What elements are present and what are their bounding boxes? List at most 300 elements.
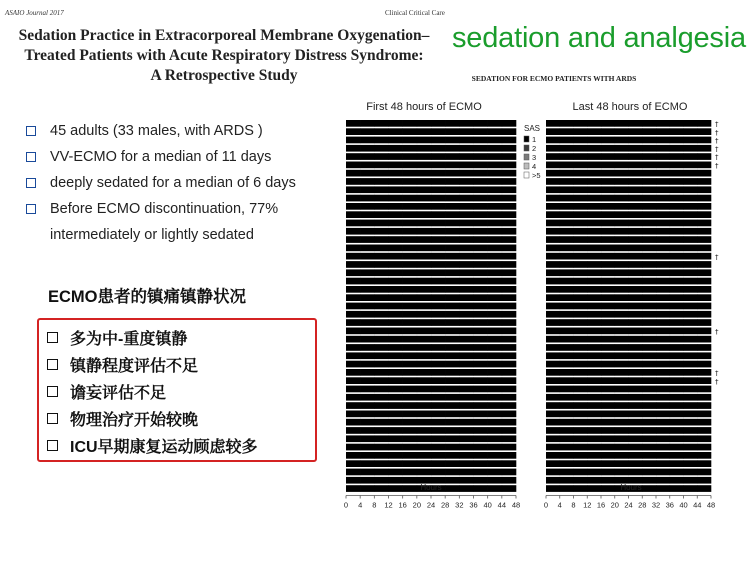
first-48h-cell xyxy=(389,195,403,202)
bullet-text: Before ECMO discontinuation, 77% xyxy=(50,201,279,217)
first-48h-cell xyxy=(417,278,431,285)
last-48h-cell xyxy=(587,419,601,426)
first-48h-cell xyxy=(417,228,431,235)
first-48h-cell xyxy=(360,195,374,202)
last-48h-cell xyxy=(656,195,670,202)
last-48h-cell xyxy=(629,344,643,351)
last-48h-cell xyxy=(629,386,643,393)
last-48h-cell xyxy=(670,452,684,459)
last-48h-cell xyxy=(546,236,560,243)
first-48h-cell xyxy=(445,427,459,434)
last-48h-cell xyxy=(560,319,574,326)
first-48h-cell xyxy=(374,178,388,185)
cn-item-text: 多为中-重度镇静 xyxy=(70,331,188,348)
first-48h-cell xyxy=(445,236,459,243)
first-48h-cell xyxy=(374,128,388,135)
first-48h-cell xyxy=(445,120,459,127)
last-48h-cell xyxy=(656,460,670,467)
last-48h-cell xyxy=(656,211,670,218)
first-48h-cell xyxy=(459,419,473,426)
last-48h-cell xyxy=(642,261,656,268)
first-48h-cell xyxy=(445,361,459,368)
last-48h-cell xyxy=(560,452,574,459)
last-48h-cell xyxy=(574,336,588,343)
first-48h-cell xyxy=(360,245,374,252)
last-48h-cell xyxy=(697,137,711,144)
last-48h-cell xyxy=(546,286,560,293)
first-48h-cell xyxy=(403,469,417,476)
first-48h-cell xyxy=(474,228,488,235)
first-48h-cell xyxy=(502,153,516,160)
last-48h-cell xyxy=(601,328,615,335)
first-48h-cell xyxy=(445,228,459,235)
last-48h-cell xyxy=(546,361,560,368)
last-48h-cell xyxy=(587,460,601,467)
first-48h-cell xyxy=(474,261,488,268)
last-48h-cell xyxy=(546,253,560,260)
last-48h-cell xyxy=(684,411,698,418)
last-48h-cell xyxy=(560,228,574,235)
first-48h-cell xyxy=(389,245,403,252)
first-48h-cell xyxy=(346,145,360,152)
last-48h-tick-label: 40 xyxy=(679,500,688,510)
last-48h-cell xyxy=(546,269,560,276)
last-48h-cell xyxy=(587,236,601,243)
first-48h-cell xyxy=(374,319,388,326)
first-48h-cell xyxy=(374,344,388,351)
last-48h-cell xyxy=(574,170,588,177)
first-48h-cell xyxy=(474,145,488,152)
first-48h-cell xyxy=(474,452,488,459)
last-48h-cell xyxy=(615,195,629,202)
last-48h-cell xyxy=(629,145,643,152)
first-48h-cell xyxy=(488,286,502,293)
first-48h-cell xyxy=(502,228,516,235)
first-48h-cell xyxy=(417,203,431,210)
first-48h-cell xyxy=(346,386,360,393)
last-48h-cell xyxy=(615,419,629,426)
last-48h-cell xyxy=(615,336,629,343)
first-48h-cell xyxy=(431,328,445,335)
first-48h-cell xyxy=(459,452,473,459)
last-48h-cell xyxy=(629,336,643,343)
last-48h-cell xyxy=(684,419,698,426)
row-end-marker: † xyxy=(715,369,719,378)
last-48h-cell xyxy=(656,452,670,459)
last-48h-cell xyxy=(601,162,615,169)
last-48h-cell xyxy=(670,278,684,285)
last-48h-cell xyxy=(684,128,698,135)
last-48h-cell xyxy=(546,402,560,409)
square-bullet-icon xyxy=(26,178,36,188)
bullet-text: VV-ECMO for a median of 11 days xyxy=(50,149,272,165)
last-48h-cell xyxy=(656,245,670,252)
legend-swatch xyxy=(524,145,529,151)
first-48h-cell xyxy=(346,427,360,434)
last-48h-cell xyxy=(587,170,601,177)
first-48h-cell xyxy=(488,228,502,235)
first-48h-cell xyxy=(431,245,445,252)
first-48h-cell xyxy=(389,170,403,177)
last-48h-cell xyxy=(629,435,643,442)
first-48h-cell xyxy=(474,444,488,451)
first-48h-cell xyxy=(403,460,417,467)
last-48h-cell xyxy=(615,137,629,144)
last-48h-cell xyxy=(642,386,656,393)
first-48h-cell xyxy=(360,444,374,451)
last-48h-cell xyxy=(656,352,670,359)
first-48h-cell xyxy=(431,186,445,193)
first-48h-cell xyxy=(474,236,488,243)
last-48h-cell xyxy=(574,361,588,368)
last-48h-cell xyxy=(587,162,601,169)
last-48h-cell xyxy=(560,352,574,359)
last-48h-cell xyxy=(684,120,698,127)
last-48h-cell xyxy=(546,336,560,343)
first-48h-cell xyxy=(431,469,445,476)
first-48h-cell xyxy=(389,319,403,326)
first-48h-cell xyxy=(459,319,473,326)
last-48h-cell xyxy=(656,220,670,227)
first-48h-cell xyxy=(488,394,502,401)
first-48h-cell xyxy=(445,203,459,210)
first-48h-cell xyxy=(474,377,488,384)
first-48h-cell xyxy=(459,427,473,434)
row-end-marker: † xyxy=(715,377,719,386)
legend-swatch xyxy=(524,136,529,142)
last-48h-cell xyxy=(684,469,698,476)
first-48h-cell xyxy=(474,344,488,351)
first-48h-cell xyxy=(502,261,516,268)
last-48h-cell xyxy=(642,411,656,418)
last-48h-cell xyxy=(670,128,684,135)
first-48h-cell xyxy=(431,228,445,235)
first-48h-cell xyxy=(403,211,417,218)
last-48h-cell xyxy=(642,469,656,476)
last-48h-cell xyxy=(642,245,656,252)
last-48h-cell xyxy=(615,311,629,318)
last-48h-cell xyxy=(601,278,615,285)
last-48h-cell xyxy=(697,328,711,335)
last-48h-cell xyxy=(560,477,574,484)
first-48h-cell xyxy=(488,195,502,202)
last-48h-cell xyxy=(560,211,574,218)
last-48h-cell xyxy=(560,220,574,227)
last-48h-cell xyxy=(684,427,698,434)
first-48h-cell xyxy=(360,128,374,135)
first-48h-cell xyxy=(488,253,502,260)
first-48h-cell xyxy=(360,294,374,301)
last-48h-tick-label: 20 xyxy=(610,500,619,510)
last-48h-cell xyxy=(684,394,698,401)
cn-summary-box xyxy=(37,318,317,462)
last-48h-cell xyxy=(546,444,560,451)
first-48h-cell xyxy=(502,128,516,135)
last-48h-cell xyxy=(560,444,574,451)
last-48h-cell xyxy=(560,137,574,144)
last-48h-cell xyxy=(560,145,574,152)
first-48h-cell xyxy=(389,137,403,144)
first-48h-cell xyxy=(346,162,360,169)
square-bullet-icon xyxy=(47,413,58,424)
last-48h-cell xyxy=(560,311,574,318)
bullet-text: 45 adults (33 males, with ARDS ) xyxy=(50,123,263,139)
last-48h-cell xyxy=(670,411,684,418)
last-48h-cell xyxy=(615,427,629,434)
last-48h-cell xyxy=(684,452,698,459)
first-48h-cell xyxy=(374,236,388,243)
last-48h-tick-label: 44 xyxy=(693,500,702,510)
legend-label: 2 xyxy=(532,144,537,153)
last-48h-cell xyxy=(697,311,711,318)
last-48h-cell xyxy=(546,128,560,135)
last-48h-cell xyxy=(587,278,601,285)
last-48h-cell xyxy=(697,435,711,442)
last-48h-cell xyxy=(587,402,601,409)
last-48h-cell xyxy=(560,236,574,243)
first-48h-tick-label: 40 xyxy=(483,500,492,510)
first-48h-cell xyxy=(474,137,488,144)
journal-name: ASAIO Journal 2017 xyxy=(5,9,64,17)
first-48h-cell xyxy=(502,394,516,401)
last-48h-cell xyxy=(684,444,698,451)
last-48h-cell xyxy=(642,419,656,426)
first-48h-cell xyxy=(459,411,473,418)
last-48h-cell xyxy=(697,269,711,276)
last-48h-cell xyxy=(587,220,601,227)
first-48h-cell xyxy=(459,203,473,210)
first-48h-cell xyxy=(389,311,403,318)
first-48h-cell xyxy=(488,452,502,459)
last-48h-cell xyxy=(601,211,615,218)
first-48h-cell xyxy=(459,369,473,376)
first-48h-cell xyxy=(360,253,374,260)
last-48h-cell xyxy=(642,294,656,301)
last-48h-tick-label: 4 xyxy=(557,500,562,510)
last-48h-cell xyxy=(642,444,656,451)
first-48h-cell xyxy=(459,137,473,144)
last-48h-cell xyxy=(587,469,601,476)
first-48h-cell xyxy=(445,186,459,193)
last-48h-cell xyxy=(642,485,656,492)
last-48h-cell xyxy=(546,452,560,459)
last-48h-cell xyxy=(697,386,711,393)
first-48h-cell xyxy=(374,369,388,376)
bullet-list xyxy=(23,118,333,248)
last-48h-cell xyxy=(656,336,670,343)
last-48h-cell xyxy=(697,377,711,384)
first-48h-cell xyxy=(360,460,374,467)
last-48h-cell xyxy=(670,377,684,384)
last-48h-cell xyxy=(587,477,601,484)
last-48h-cell xyxy=(560,286,574,293)
first-48h-cell xyxy=(459,294,473,301)
last-48h-cell xyxy=(587,452,601,459)
first-48h-cell xyxy=(403,377,417,384)
first-48h-tick-label: 24 xyxy=(426,500,436,510)
first-48h-cell xyxy=(346,336,360,343)
last-48h-cell xyxy=(697,253,711,260)
last-48h-cell xyxy=(697,419,711,426)
last-48h-cell xyxy=(629,294,643,301)
first-48h-cell xyxy=(474,460,488,467)
first-48h-cell xyxy=(445,435,459,442)
last-48h-cell xyxy=(615,245,629,252)
last-48h-cell xyxy=(546,477,560,484)
first-48h-cell xyxy=(389,452,403,459)
last-48h-cell xyxy=(629,162,643,169)
last-48h-cell xyxy=(629,236,643,243)
last-48h-cell xyxy=(560,303,574,310)
last-48h-cell xyxy=(601,195,615,202)
first-48h-cell xyxy=(389,145,403,152)
first-48h-tick-label: 16 xyxy=(398,500,407,510)
last-48h-cell xyxy=(546,195,560,202)
last-48h-cell xyxy=(601,419,615,426)
first-48h-cell xyxy=(374,352,388,359)
last-48h-cell xyxy=(684,269,698,276)
last-48h-cell xyxy=(615,344,629,351)
first-48h-cell xyxy=(488,344,502,351)
last-48h-cell xyxy=(560,153,574,160)
first-48h-cell xyxy=(374,203,388,210)
last-48h-cell xyxy=(656,361,670,368)
first-48h-cell xyxy=(502,444,516,451)
first-48h-cell xyxy=(488,220,502,227)
last-48h-cell xyxy=(629,319,643,326)
first-48h-cell xyxy=(374,452,388,459)
last-48h-cell xyxy=(615,278,629,285)
last-48h-cell xyxy=(697,153,711,160)
last-48h-cell xyxy=(546,245,560,252)
last-48h-cell xyxy=(587,336,601,343)
last-48h-cell xyxy=(546,319,560,326)
first-48h-cell xyxy=(417,344,431,351)
last-48h-cell xyxy=(670,120,684,127)
first-48h-cell xyxy=(403,411,417,418)
last-48h-cell xyxy=(546,369,560,376)
first-48h-cell xyxy=(459,261,473,268)
last-48h-cell xyxy=(560,120,574,127)
first-48h-cell xyxy=(417,128,431,135)
last-48h-cell xyxy=(629,220,643,227)
first-48h-cell xyxy=(374,402,388,409)
last-48h-cell xyxy=(670,203,684,210)
first-48h-cell xyxy=(374,153,388,160)
last-48h-cell xyxy=(546,344,560,351)
last-48h-cell xyxy=(587,344,601,351)
last-48h-cell xyxy=(601,145,615,152)
first-48h-cell xyxy=(360,319,374,326)
last-48h-cell xyxy=(587,261,601,268)
paper-title-line: Sedation Practice in Extracorporeal Membrane Oxygenation– xyxy=(18,27,430,44)
first-48h-cell xyxy=(417,253,431,260)
first-48h-cell xyxy=(403,344,417,351)
last-48h-cell xyxy=(546,427,560,434)
last-48h-cell xyxy=(684,278,698,285)
last-48h-tick-label: 0 xyxy=(543,500,549,510)
last-48h-cell xyxy=(601,203,615,210)
first-48h-cell xyxy=(445,386,459,393)
first-48h-cell xyxy=(346,236,360,243)
last-48h-cell xyxy=(684,402,698,409)
last-48h-cell xyxy=(546,186,560,193)
last-48h-cell xyxy=(684,485,698,492)
first-48h-cell xyxy=(488,170,502,177)
first-48h-cell xyxy=(360,303,374,310)
cn-item-text: 物理治疗开始较晚 xyxy=(70,412,199,429)
last-48h-cell xyxy=(656,278,670,285)
first-48h-cell xyxy=(417,328,431,335)
last-48h-cell xyxy=(601,128,615,135)
first-48h-cell xyxy=(403,402,417,409)
legend-label: 1 xyxy=(532,135,537,144)
first-48h-cell xyxy=(403,236,417,243)
first-48h-cell xyxy=(374,211,388,218)
last-48h-cell xyxy=(587,369,601,376)
first-48h-cell xyxy=(389,344,403,351)
first-48h-cell xyxy=(346,137,360,144)
first-48h-cell xyxy=(374,311,388,318)
row-end-marker: † xyxy=(715,328,719,336)
first-48h-cell xyxy=(360,178,374,185)
last-48h-cell xyxy=(601,469,615,476)
first-48h-cell xyxy=(459,485,473,492)
last-48h-cell xyxy=(574,419,588,426)
first-48h-cell xyxy=(374,278,388,285)
last-48h-cell xyxy=(587,319,601,326)
first-48h-tick-label: 20 xyxy=(412,500,422,510)
last-48h-cell xyxy=(629,186,643,193)
first-48h-cell xyxy=(459,120,473,127)
last-48h-cell xyxy=(560,402,574,409)
first-48h-cell xyxy=(431,120,445,127)
last-48h-cell xyxy=(546,469,560,476)
row-end-marker: † xyxy=(715,128,719,137)
last-48h-cell xyxy=(656,178,670,185)
last-48h-cell xyxy=(697,485,711,492)
last-48h-cell xyxy=(642,145,656,152)
first-48h-cell xyxy=(417,170,431,177)
first-48h-cell xyxy=(459,153,473,160)
last-48h-cell xyxy=(684,137,698,144)
last-48h-cell xyxy=(615,228,629,235)
first-48h-cell xyxy=(360,452,374,459)
last-48h-cell xyxy=(697,344,711,351)
first-48h-cell xyxy=(445,411,459,418)
first-48h-cell xyxy=(459,336,473,343)
first-48h-cell xyxy=(403,477,417,484)
last-48h-cell xyxy=(601,369,615,376)
last-48h-cell xyxy=(546,261,560,268)
cn-heading: ECMO患者的镇痛镇静状况 xyxy=(48,288,246,306)
first-48h-cell xyxy=(346,128,360,135)
last-48h-cell xyxy=(574,228,588,235)
first-48h-cell xyxy=(417,303,431,310)
first-48h-cell xyxy=(431,286,445,293)
last-48h-cell xyxy=(615,186,629,193)
first-48h-cell xyxy=(374,303,388,310)
first-48h-cell xyxy=(431,303,445,310)
first-48h-cell xyxy=(474,162,488,169)
first-48h-cell xyxy=(474,352,488,359)
last-48h-cell xyxy=(560,203,574,210)
last-48h-cell xyxy=(670,186,684,193)
last-48h-cell xyxy=(656,294,670,301)
last-48h-cell xyxy=(601,477,615,484)
first-48h-cell xyxy=(346,411,360,418)
first-48h-cell xyxy=(389,435,403,442)
